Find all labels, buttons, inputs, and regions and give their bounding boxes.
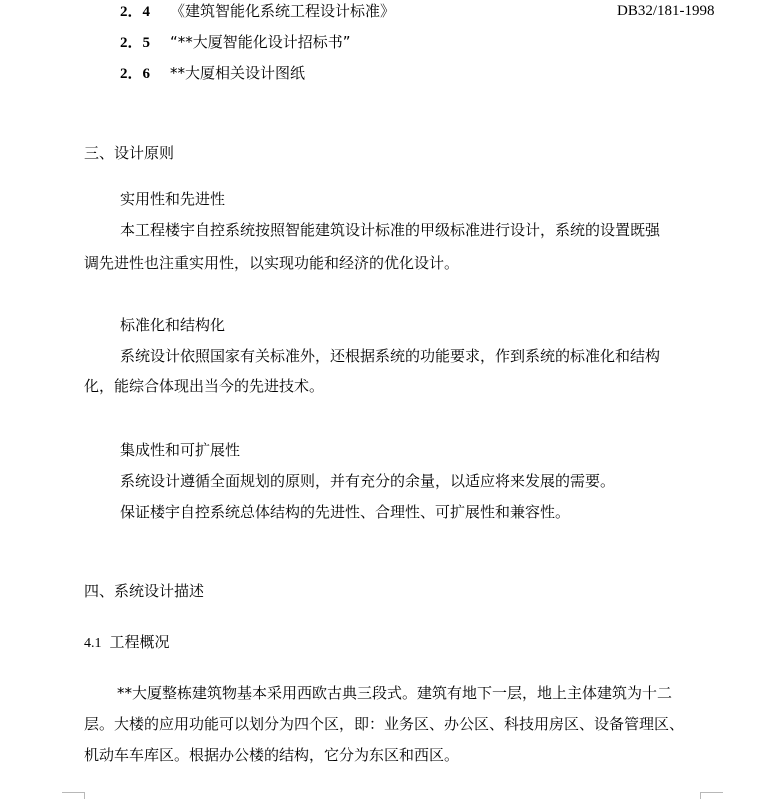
paragraph-line: 本工程楼宇自控系统按照智能建筑设计标准的甲级标准进行设计，系统的设置既强 bbox=[120, 221, 661, 239]
paragraph-line: **大厦整栋建筑物基本采用西欧古典三段式。建筑有地下一层，地上主体建筑为十二 bbox=[117, 684, 673, 702]
paragraph-line: 调先进性也注重实用性，以实现功能和经济的优化设计。 bbox=[84, 254, 460, 272]
reference-number: 2．5 bbox=[120, 35, 151, 51]
paragraph-title: 集成性和可扩展性 bbox=[120, 441, 241, 459]
paragraph-line: 系统设计依照国家有关标准外，还根据系统的功能要求，作到系统的标准化和结构 bbox=[120, 347, 661, 365]
subsection-number: 4.1 bbox=[84, 636, 102, 651]
paragraph-line: 机动车车库区。根据办公楼的结构，它分为东区和西区。 bbox=[84, 746, 460, 764]
subsection-title: 工程概况 bbox=[109, 633, 170, 651]
paragraph-title: 标准化和结构化 bbox=[120, 316, 226, 334]
paragraph-line: 层。大楼的应用功能可以划分为四个区，即：业务区、办公区、科技用房区、设备管理区、 bbox=[84, 715, 685, 733]
paragraph-line: 系统设计遵循全面规划的原则，并有充分的余量，以适应将来发展的需要。 bbox=[120, 472, 616, 490]
reference-number: 2．4 bbox=[120, 4, 151, 20]
paragraph-line: 保证楼宇自控系统总体结构的先进性、合理性、可扩展性和兼容性。 bbox=[120, 503, 571, 521]
reference-title: **大厦相关设计图纸 bbox=[170, 64, 306, 82]
reference-title: “**大厦智能化设计招标书” bbox=[170, 33, 351, 51]
subsection-heading bbox=[84, 632, 170, 654]
section-heading: 三、设计原则 bbox=[84, 144, 175, 162]
reference-title: 《建筑智能化系统工程设计标准》 bbox=[170, 2, 396, 20]
reference-item bbox=[120, 1, 715, 22]
paragraph-line: 化，能综合体现出当今的先进技术。 bbox=[84, 377, 325, 395]
reference-item bbox=[120, 32, 351, 53]
paragraph-title: 实用性和先进性 bbox=[120, 190, 226, 208]
section-heading: 四、系统设计描述 bbox=[84, 582, 205, 600]
reference-item bbox=[120, 63, 305, 84]
standard-code: DB32/181-1998 bbox=[617, 3, 715, 19]
reference-number: 2．6 bbox=[120, 66, 151, 82]
